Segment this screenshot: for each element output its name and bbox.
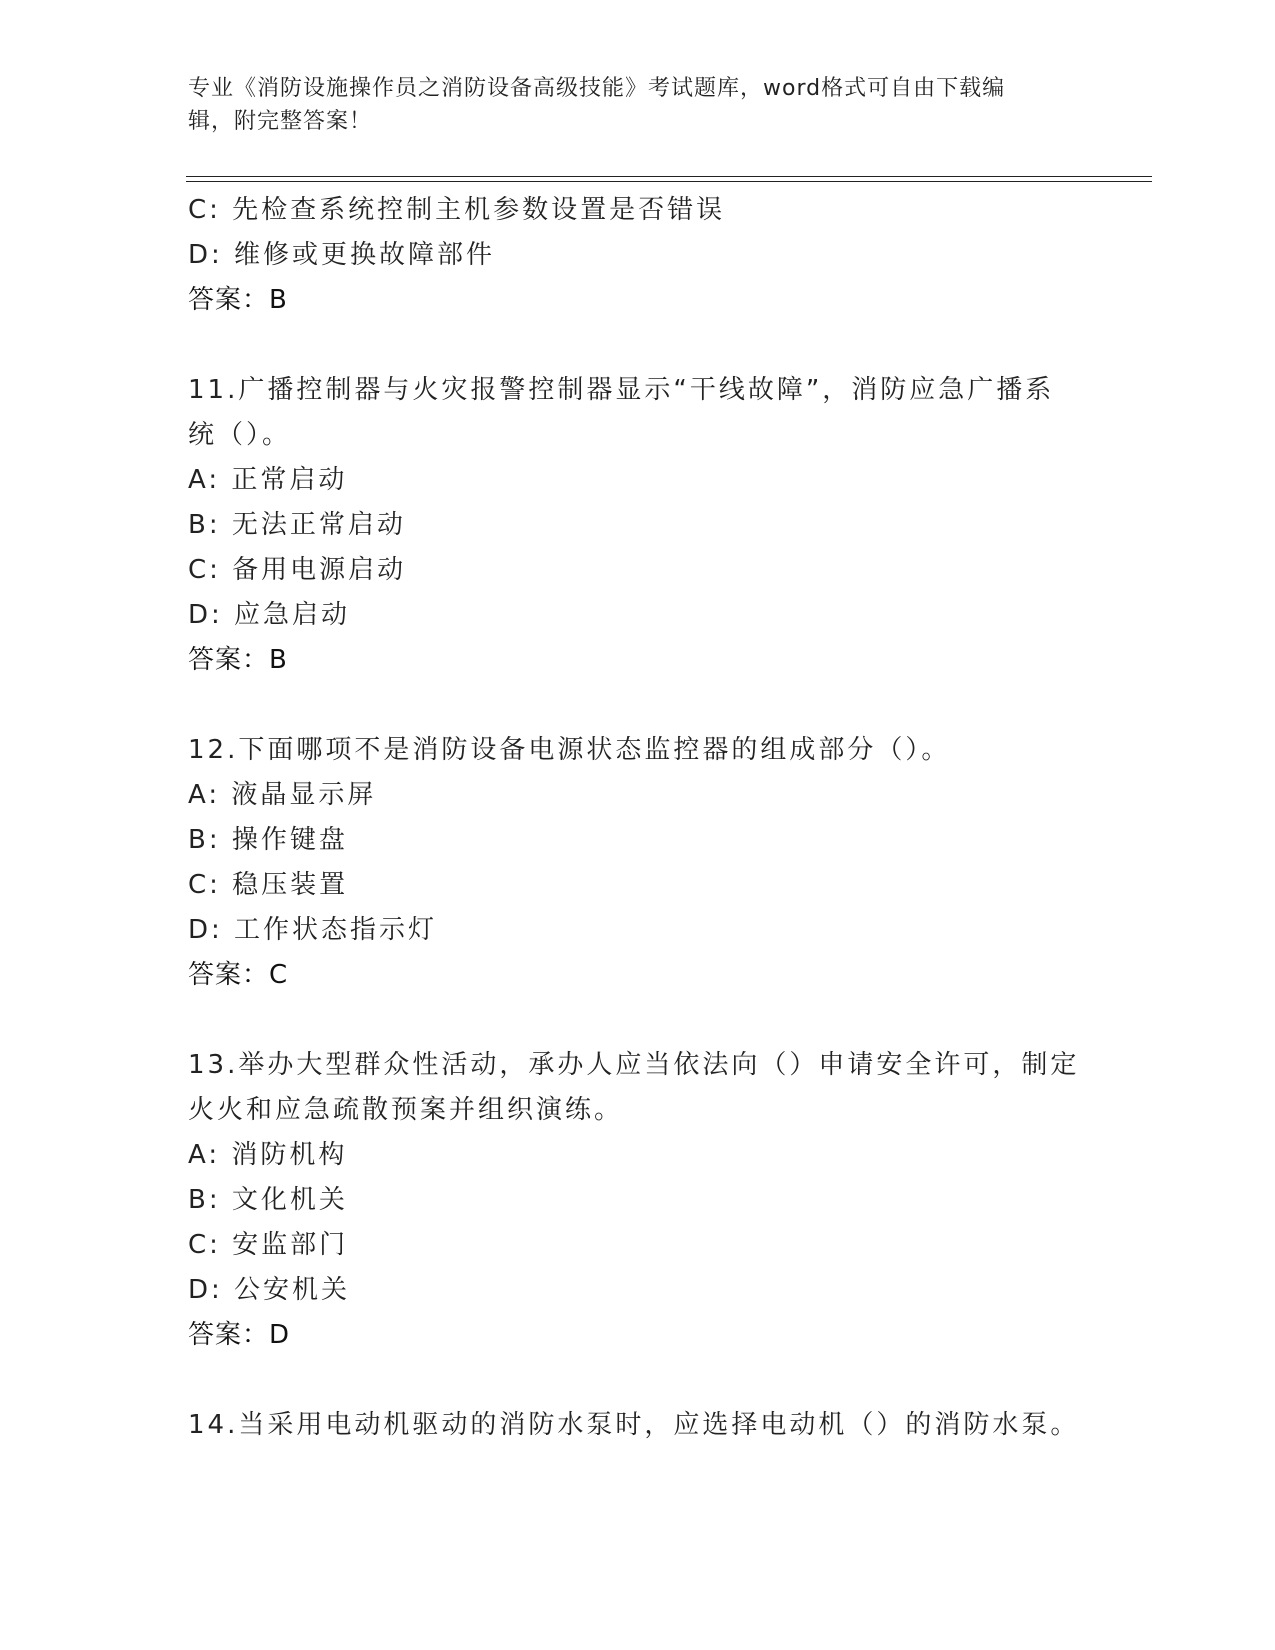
answer: 答案：B — [188, 285, 288, 315]
question-12 — [188, 728, 1088, 998]
spacer — [188, 998, 1088, 1043]
spacer — [188, 323, 1088, 368]
answer: 答案：D — [188, 1320, 291, 1350]
question-stem-continued: 统（）。 — [188, 420, 292, 450]
option-c: C: 先检查系统控制主机参数设置是否错误 — [188, 195, 726, 225]
spacer — [188, 683, 1088, 728]
question-stem: 11.广播控制器与火灾报警控制器显示“干线故障”，消防应急广播系 — [188, 375, 1055, 405]
option-a: A: 消防机构 — [188, 1140, 348, 1170]
option-d: D: 维修或更换故障部件 — [188, 240, 496, 270]
question-stem: 14.当采用电动机驱动的消防水泵时，应选择电动机（）的消防水泵。 — [188, 1410, 1080, 1440]
question-14 — [188, 1403, 1088, 1448]
answer: 答案：B — [188, 645, 288, 675]
question-13 — [188, 1043, 1088, 1358]
option-c: C: 备用电源启动 — [188, 555, 407, 585]
option-d: D: 工作状态指示灯 — [188, 915, 438, 945]
question-list — [188, 188, 1088, 1448]
option-b: B: 操作键盘 — [188, 825, 348, 855]
answer: 答案：C — [188, 960, 289, 990]
header-divider-top — [186, 176, 1152, 177]
header-divider-bottom — [186, 181, 1152, 182]
question-stem: 13.举办大型群众性活动，承办人应当依法向（）申请安全许可，制定 — [188, 1050, 1080, 1080]
header-line-1: 专业《消防设施操作员之消防设备高级技能》考试题库，word格式可自由下载编 — [188, 76, 1006, 101]
option-a: A: 液晶显示屏 — [188, 780, 377, 810]
header-line-2: 辑，附完整答案！ — [188, 109, 373, 134]
option-a: A: 正常启动 — [188, 465, 348, 495]
question-11 — [188, 368, 1088, 683]
spacer — [188, 1358, 1088, 1403]
option-c: C: 安监部门 — [188, 1230, 349, 1260]
option-b: B: 文化机关 — [188, 1185, 348, 1215]
option-d: D: 公安机关 — [188, 1275, 351, 1305]
document-header — [188, 72, 1068, 138]
option-c: C: 稳压装置 — [188, 870, 349, 900]
option-b: B: 无法正常启动 — [188, 510, 406, 540]
option-d: D: 应急启动 — [188, 600, 351, 630]
question-stem: 12.下面哪项不是消防设备电源状态监控器的组成部分（）。 — [188, 735, 951, 765]
question-10-tail — [188, 188, 1088, 323]
question-stem-continued: 火火和应急疏散预案并组织演练。 — [188, 1095, 624, 1125]
